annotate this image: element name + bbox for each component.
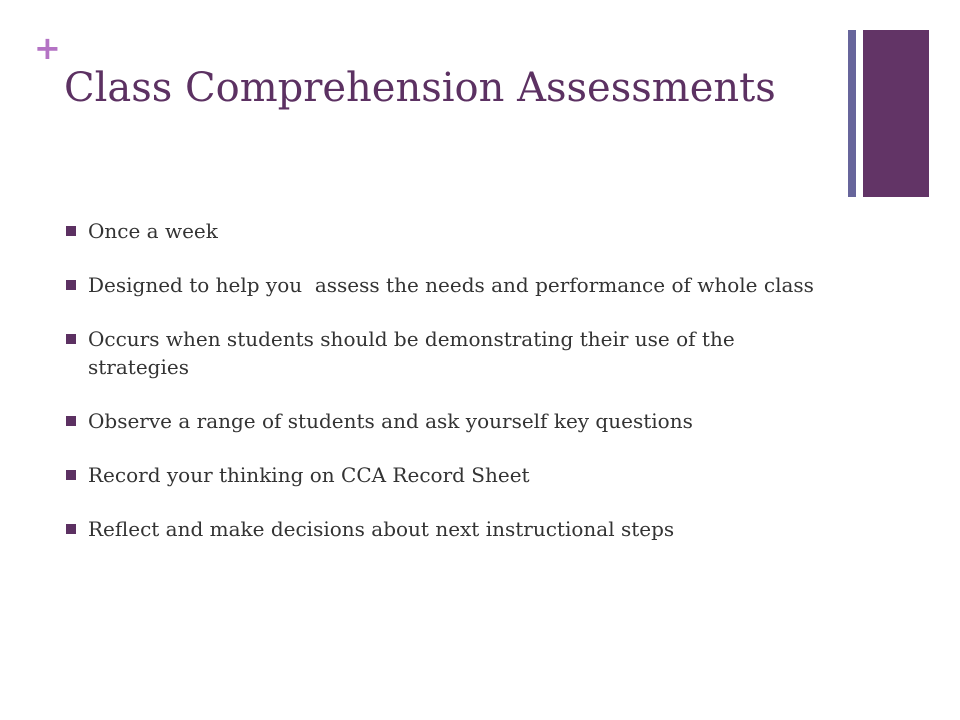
square-bullet-icon xyxy=(66,416,76,426)
bullet-item-designed xyxy=(66,271,836,299)
bullet-list xyxy=(66,217,836,569)
bullet-item-occurs xyxy=(66,325,836,381)
square-bullet-icon xyxy=(66,334,76,344)
bullet-text: Observe a range of students and ask yourself key questions xyxy=(88,409,693,433)
square-bullet-icon xyxy=(66,226,76,236)
bullet-item-reflect xyxy=(66,515,836,543)
square-bullet-icon xyxy=(66,470,76,480)
square-bullet-icon xyxy=(66,524,76,534)
bullet-item-once-a-week xyxy=(66,217,836,245)
bullet-text: Record your thinking on CCA Record Sheet xyxy=(88,463,530,487)
plus-icon: + xyxy=(34,29,61,67)
bullet-item-observe xyxy=(66,407,836,435)
decorative-bar-thick xyxy=(863,30,929,197)
bullet-text: Designed to help you assess the needs and performance of whole class xyxy=(88,273,814,297)
bullet-text: Once a week xyxy=(88,219,218,243)
bullet-item-record xyxy=(66,461,836,489)
bullet-text: Reflect and make decisions about next instructional steps xyxy=(88,517,675,541)
decorative-bar-thin xyxy=(848,30,856,197)
bullet-text: Occurs when students should be demonstrating their use of the strategies xyxy=(88,327,735,379)
square-bullet-icon xyxy=(66,280,76,290)
slide-title: Class Comprehension Assessments xyxy=(64,65,776,111)
